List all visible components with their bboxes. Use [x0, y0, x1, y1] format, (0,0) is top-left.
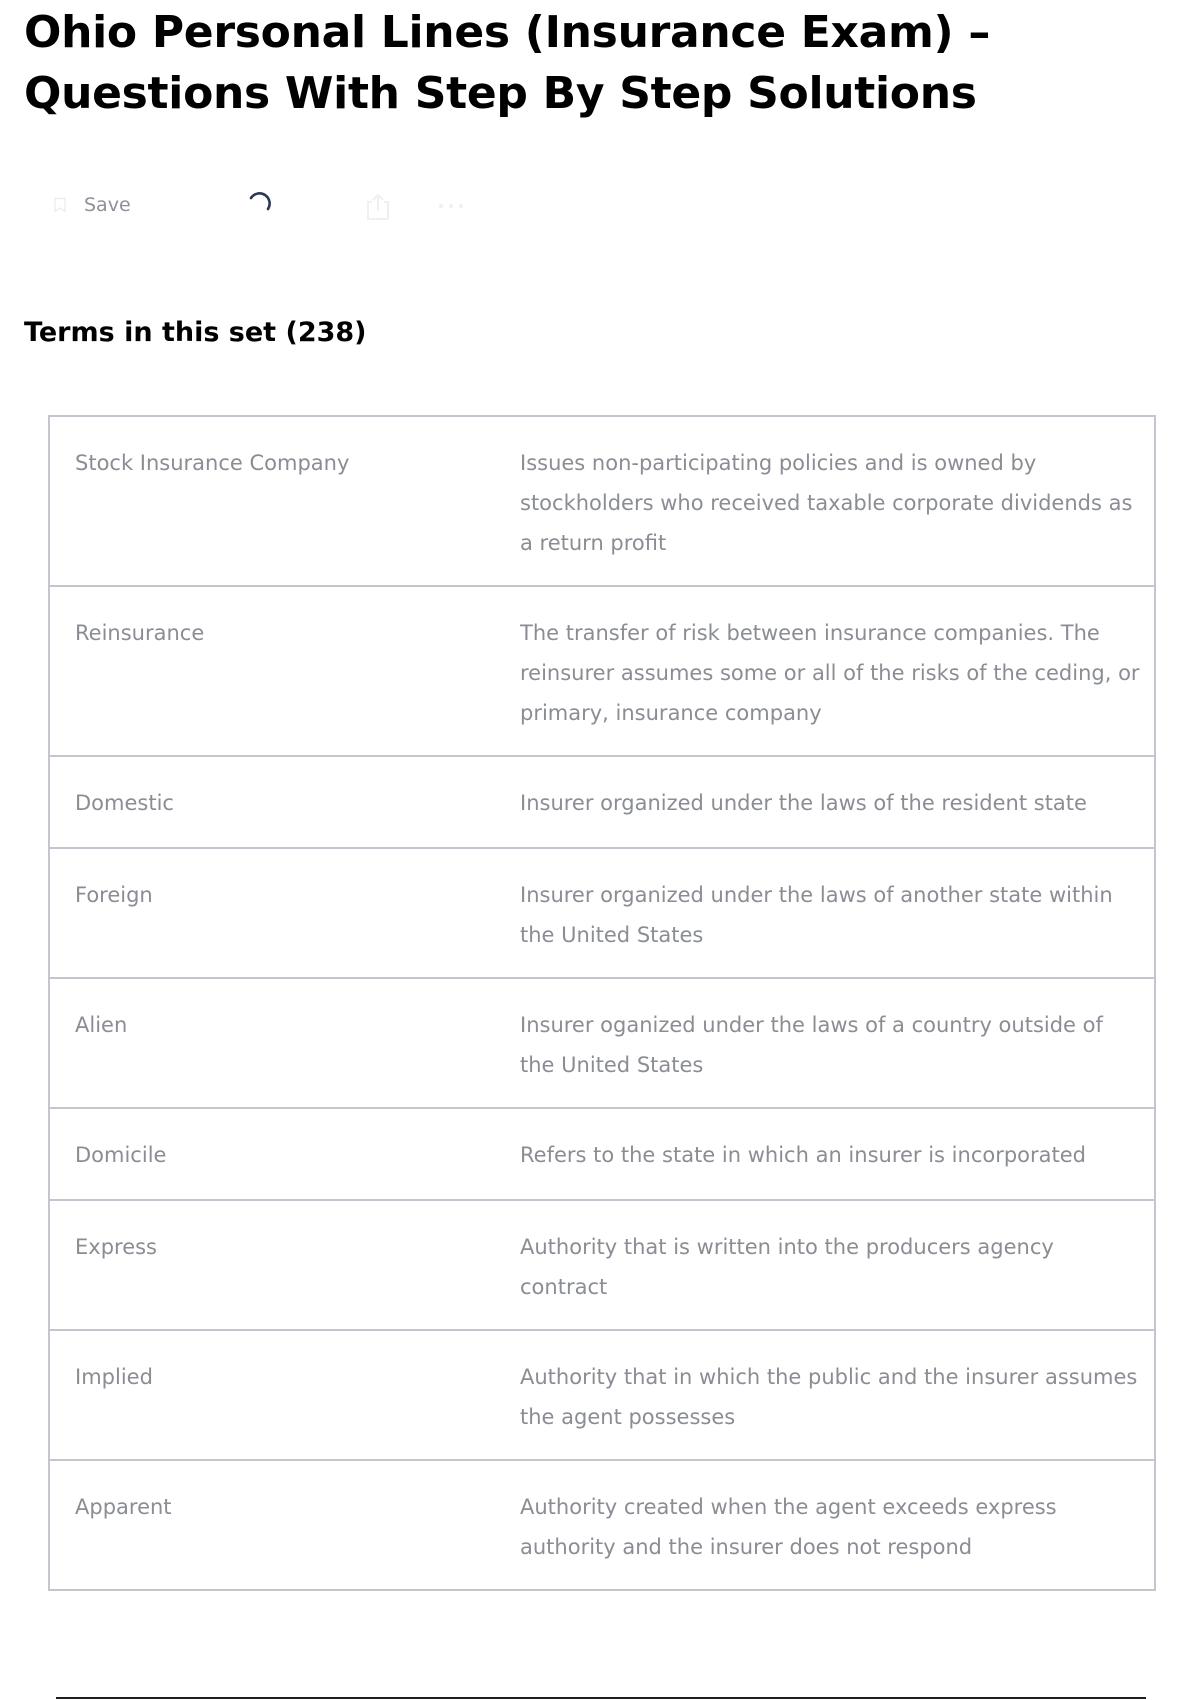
terms-list	[48, 415, 1156, 1591]
term-row[interactable]	[50, 1107, 1154, 1199]
term-word: Domestic	[75, 791, 174, 815]
share-icon[interactable]	[364, 192, 392, 222]
term-definition: Authority that in which the public and the insurer assumes the agent possesses	[520, 1365, 1138, 1429]
terms-count-heading: Terms in this set (238)	[24, 317, 367, 348]
term-definition: Insurer oganized under the laws of a country outside of the United States	[520, 1013, 1103, 1077]
term-row[interactable]	[50, 847, 1154, 977]
term-word: Alien	[75, 1013, 128, 1037]
term-definition: Insurer organized under the laws of the resident state	[520, 791, 1087, 815]
term-word: Reinsurance	[75, 621, 205, 645]
page-title: Ohio Personal Lines (Insurance Exam) – Questions With Step By Step Solutions	[24, 7, 991, 119]
set-toolbar	[52, 188, 512, 228]
bookmark-icon	[52, 197, 68, 213]
term-row[interactable]	[50, 977, 1154, 1107]
term-row[interactable]	[50, 585, 1154, 755]
save-label: Save	[84, 194, 131, 216]
term-definition: Authority that is written into the producers agency contract	[520, 1235, 1054, 1299]
term-word: Foreign	[75, 883, 153, 907]
term-word: Implied	[75, 1365, 153, 1389]
term-row[interactable]	[50, 1459, 1154, 1589]
term-word: Apparent	[75, 1495, 172, 1519]
term-definition: Authority created when the agent exceeds express authority and the insurer does not respond	[520, 1495, 1057, 1559]
term-word: Express	[75, 1235, 158, 1259]
term-row[interactable]	[50, 755, 1154, 847]
term-definition: Issues non-participating policies and is owned by stockholders who received taxable corporate dividends as a return profit	[520, 451, 1133, 555]
term-word: Stock Insurance Company	[75, 451, 350, 475]
term-definition: The transfer of risk between insurance companies. The reinsurer assumes some or all of the risks of the ceding, or primary, insurance company	[520, 621, 1140, 725]
term-row[interactable]	[50, 415, 1154, 585]
term-row[interactable]	[50, 1329, 1154, 1459]
more-options-icon[interactable]	[434, 196, 468, 216]
term-word: Domicile	[75, 1143, 167, 1167]
term-row[interactable]	[50, 1199, 1154, 1329]
divider	[56, 1697, 1146, 1699]
save-button[interactable]	[52, 194, 131, 216]
loading-spinner-icon	[242, 188, 278, 224]
term-definition: Refers to the state in which an insurer is incorporated	[520, 1143, 1087, 1167]
term-definition: Insurer organized under the laws of another state within the United States	[520, 883, 1113, 947]
